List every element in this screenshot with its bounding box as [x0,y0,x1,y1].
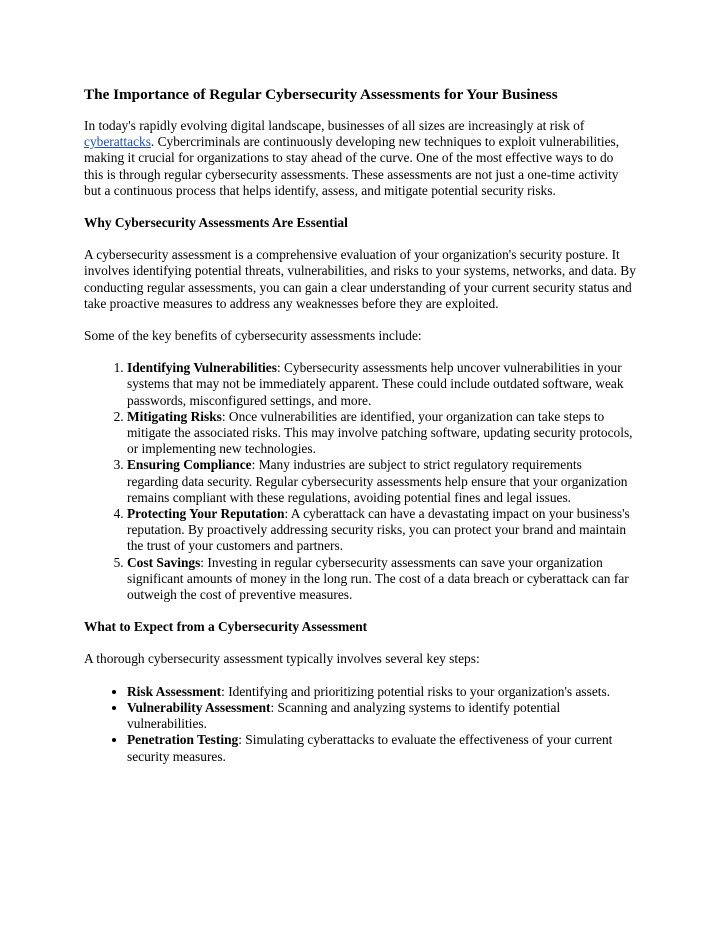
benefit-text: : Once vulnerabilities are identified, your organization can take steps to mitigate the associated risks. This may involve patching software, updating security protocols, or implementing new technologies. [127,408,633,457]
list-item [127,684,636,700]
list-item [127,506,636,555]
benefit-text: : Cybersecurity assessments help uncover vulnerabilities in your systems that may not be immediately apparent. These could include outdated software, weak passwords, misconfigured settings, and more. [127,360,624,408]
benefit-text: : Many industries are subject to strict regulatory requirements regarding data security. Regular cybersecurity assessments help ensure that your organization remains compliant with these regulations, avoiding potential fines and legal issues. [127,457,628,505]
benefits-intro: Some of the key benefits of cybersecurity assessments include: [84,328,422,344]
step-text: : Identifying and prioritizing potential risks to your organization's assets. [221,683,611,699]
benefits-list [84,360,636,603]
benefit-text: : Investing in regular cybersecurity assessments can save your organization significant amounts of money in the long run. The cost of a data breach or cyberattack can far outweigh the cost of preventive measures. [127,554,629,603]
list-item [127,409,636,458]
assessment-definition-paragraph: A cybersecurity assessment is a comprehensive evaluation of your organization's security posture. It involves identifying potential threats, vulnerabilities, and risks to your systems, networks, and data. By conducting regular assessments, you can gain a clear understanding of your current security status and take proactive measures to address any weaknesses before they are exploited. [84,247,636,311]
list-item [127,555,636,604]
benefit-term: Ensuring Compliance [127,457,252,473]
list-item [127,700,636,732]
cyberattacks-link[interactable]: cyberattacks [84,134,151,150]
benefit-text: : A cyberattack can have a devastating impact on your business's reputation. By proactively addressing security risks, you can protect your brand and maintain the trust of your customers and partners. [127,506,630,554]
section-heading-why: Why Cybersecurity Assessments Are Essential [84,215,348,231]
intro-paragraph [84,118,636,199]
benefit-term: Mitigating Risks [127,408,222,424]
step-term: Risk Assessment [127,683,222,699]
intro-text-after: . Cybercriminals are continuously developing new techniques to exploit vulnerabilities, making it crucial for organizations to stay ahead of the curve. One of the most effective ways to do this is through regular cybersecurity assessments. These assessments are not just a one-time activity but a continuous process that helps identify, assess, and mitigate potential security risks. [84,134,620,198]
step-text: : Simulating cyberattacks to evaluate the effectiveness of your current security measures. [127,732,613,764]
benefit-term: Identifying Vulnerabilities [127,360,277,376]
list-item [127,360,636,409]
step-term: Vulnerability Assessment [127,699,271,715]
list-item [127,732,636,764]
list-item [127,457,636,506]
step-term: Penetration Testing [127,732,239,748]
steps-list [84,684,636,765]
steps-intro: A thorough cybersecurity assessment typically involves several key steps: [84,651,480,667]
benefit-term: Protecting Your Reputation [127,506,285,522]
section-heading-what-to-expect: What to Expect from a Cybersecurity Assessment [84,619,368,635]
step-text: : Scanning and analyzing systems to identify potential vulnerabilities. [127,699,561,732]
intro-text-before: In today's rapidly evolving digital landscape, businesses of all sizes are increasingly at risk of [84,118,585,133]
benefit-term: Cost Savings [127,554,201,570]
document-title: The Importance of Regular Cybersecurity Assessments for Your Business [84,86,558,103]
